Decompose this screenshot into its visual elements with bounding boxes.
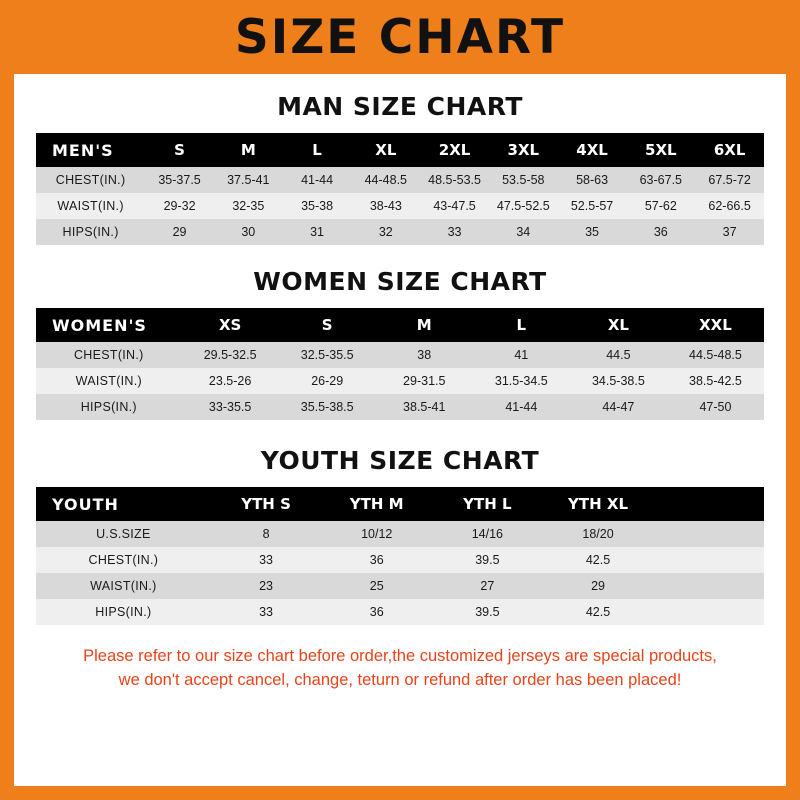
women-col-header-4: L [473, 308, 570, 342]
page-title: SIZE CHART [234, 9, 566, 65]
youth-cell-2-0: 23 [211, 573, 322, 599]
men-cell-0-8: 67.5-72 [695, 167, 764, 193]
women-cell-2-2: 38.5-41 [376, 394, 473, 420]
footer-note-line-2: we don't accept cancel, change, teturn or refund after order has been placed! [118, 670, 682, 689]
men-cell-2-5: 34 [489, 219, 558, 245]
women-cell-1-5: 38.5-42.5 [667, 368, 764, 394]
men-cell-0-7: 63-67.5 [626, 167, 695, 193]
men-cell-1-0: 29-32 [145, 193, 214, 219]
youth-row-label-3: HIPS(IN.) [36, 599, 211, 625]
table-row [36, 219, 764, 245]
men-cell-0-2: 41-44 [283, 167, 352, 193]
youth-cell-2-3: 29 [543, 573, 654, 599]
youth-row-label-0: U.S.SIZE [36, 521, 211, 547]
men-cell-2-8: 37 [695, 219, 764, 245]
youth-col-header-spacer [653, 487, 764, 521]
women-cell-2-5: 47-50 [667, 394, 764, 420]
men-col-header-7: 4XL [558, 133, 627, 167]
footer-note-line-1: Please refer to our size chart before order,the customized jerseys are special products, [83, 647, 717, 665]
youth-col-header-2: YTH M [321, 487, 432, 521]
women-col-header-0: WOMEN'S [36, 308, 182, 342]
footer-bar [0, 786, 800, 800]
table-header-row [36, 308, 764, 342]
youth-size-table [36, 487, 764, 625]
men-cell-2-4: 33 [420, 219, 489, 245]
youth-cell-2-spacer [653, 573, 764, 599]
youth-cell-0-3: 18/20 [543, 521, 654, 547]
men-cell-0-3: 44-48.5 [351, 167, 420, 193]
men-col-header-4: XL [351, 133, 420, 167]
men-col-header-6: 3XL [489, 133, 558, 167]
table-row [36, 193, 764, 219]
women-cell-1-4: 34.5-38.5 [570, 368, 667, 394]
table-header-row [36, 133, 764, 167]
women-cell-0-4: 44.5 [570, 342, 667, 368]
women-col-header-2: S [279, 308, 376, 342]
women-section-title: WOMEN SIZE CHART [253, 267, 547, 296]
women-row-label-2: HIPS(IN.) [36, 394, 182, 420]
men-cell-1-5: 47.5-52.5 [489, 193, 558, 219]
men-cell-0-4: 48.5-53.5 [420, 167, 489, 193]
men-cell-2-6: 35 [558, 219, 627, 245]
women-col-header-1: XS [182, 308, 279, 342]
women-row-label-0: CHEST(IN.) [36, 342, 182, 368]
men-cell-1-4: 43-47.5 [420, 193, 489, 219]
women-cell-0-3: 41 [473, 342, 570, 368]
table-row [36, 394, 764, 420]
men-cell-1-8: 62-66.5 [695, 193, 764, 219]
youth-cell-3-2: 39.5 [432, 599, 543, 625]
women-size-table [36, 308, 764, 420]
women-cell-2-3: 41-44 [473, 394, 570, 420]
men-row-label-0: CHEST(IN.) [36, 167, 145, 193]
men-cell-1-2: 35-38 [283, 193, 352, 219]
men-col-header-0: MEN'S [36, 133, 145, 167]
women-cell-1-0: 23.5-26 [182, 368, 279, 394]
women-col-header-3: M [376, 308, 473, 342]
men-cell-2-1: 30 [214, 219, 283, 245]
youth-cell-1-2: 39.5 [432, 547, 543, 573]
men-cell-1-3: 38-43 [351, 193, 420, 219]
men-row-label-2: HIPS(IN.) [36, 219, 145, 245]
youth-cell-3-1: 36 [321, 599, 432, 625]
men-cell-1-6: 52.5-57 [558, 193, 627, 219]
women-cell-2-4: 44-47 [570, 394, 667, 420]
women-cell-0-5: 44.5-48.5 [667, 342, 764, 368]
men-cell-0-0: 35-37.5 [145, 167, 214, 193]
youth-table-head [36, 487, 764, 521]
youth-row-label-1: CHEST(IN.) [36, 547, 211, 573]
women-cell-1-1: 26-29 [279, 368, 376, 394]
men-cell-2-2: 31 [283, 219, 352, 245]
women-cell-2-0: 33-35.5 [182, 394, 279, 420]
men-col-header-1: S [145, 133, 214, 167]
men-cell-2-7: 36 [626, 219, 695, 245]
youth-cell-1-1: 36 [321, 547, 432, 573]
table-row [36, 521, 764, 547]
women-table-head [36, 308, 764, 342]
women-cell-1-2: 29-31.5 [376, 368, 473, 394]
youth-section-title: YOUTH SIZE CHART [260, 446, 540, 475]
women-cell-1-3: 31.5-34.5 [473, 368, 570, 394]
table-row [36, 342, 764, 368]
youth-cell-2-2: 27 [432, 573, 543, 599]
men-cell-2-0: 29 [145, 219, 214, 245]
youth-cell-0-1: 10/12 [321, 521, 432, 547]
youth-cell-3-3: 42.5 [543, 599, 654, 625]
youth-cell-3-0: 33 [211, 599, 322, 625]
table-row [36, 368, 764, 394]
men-section-title: MAN SIZE CHART [277, 92, 523, 121]
table-header-row [36, 487, 764, 521]
women-col-header-6: XXL [667, 308, 764, 342]
table-row [36, 573, 764, 599]
men-table-body [36, 167, 764, 245]
women-cell-0-2: 38 [376, 342, 473, 368]
men-col-header-9: 6XL [695, 133, 764, 167]
table-row [36, 167, 764, 193]
youth-cell-1-0: 33 [211, 547, 322, 573]
youth-cell-1-3: 42.5 [543, 547, 654, 573]
men-row-label-1: WAIST(IN.) [36, 193, 145, 219]
header-banner [0, 0, 800, 74]
women-cell-2-1: 35.5-38.5 [279, 394, 376, 420]
men-col-header-5: 2XL [420, 133, 489, 167]
youth-row-label-2: WAIST(IN.) [36, 573, 211, 599]
men-size-table [36, 133, 764, 245]
youth-cell-0-spacer [653, 521, 764, 547]
footer-note [36, 645, 764, 693]
chart-content [14, 92, 786, 693]
youth-col-header-3: YTH L [432, 487, 543, 521]
men-cell-0-1: 37.5-41 [214, 167, 283, 193]
men-cell-2-3: 32 [351, 219, 420, 245]
youth-cell-0-2: 14/16 [432, 521, 543, 547]
men-cell-0-5: 53.5-58 [489, 167, 558, 193]
youth-cell-2-1: 25 [321, 573, 432, 599]
youth-col-header-4: YTH XL [543, 487, 654, 521]
men-cell-1-1: 32-35 [214, 193, 283, 219]
men-cell-1-7: 57-62 [626, 193, 695, 219]
women-row-label-1: WAIST(IN.) [36, 368, 182, 394]
youth-cell-0-0: 8 [211, 521, 322, 547]
men-col-header-3: L [283, 133, 352, 167]
men-col-header-2: M [214, 133, 283, 167]
women-col-header-5: XL [570, 308, 667, 342]
women-cell-0-1: 32.5-35.5 [279, 342, 376, 368]
table-row [36, 599, 764, 625]
men-col-header-8: 5XL [626, 133, 695, 167]
youth-col-header-0: YOUTH [36, 487, 211, 521]
women-table-body [36, 342, 764, 420]
men-table-head [36, 133, 764, 167]
men-cell-0-6: 58-63 [558, 167, 627, 193]
youth-cell-3-spacer [653, 599, 764, 625]
youth-cell-1-spacer [653, 547, 764, 573]
youth-table-body [36, 521, 764, 625]
youth-col-header-1: YTH S [211, 487, 322, 521]
table-row [36, 547, 764, 573]
women-cell-0-0: 29.5-32.5 [182, 342, 279, 368]
